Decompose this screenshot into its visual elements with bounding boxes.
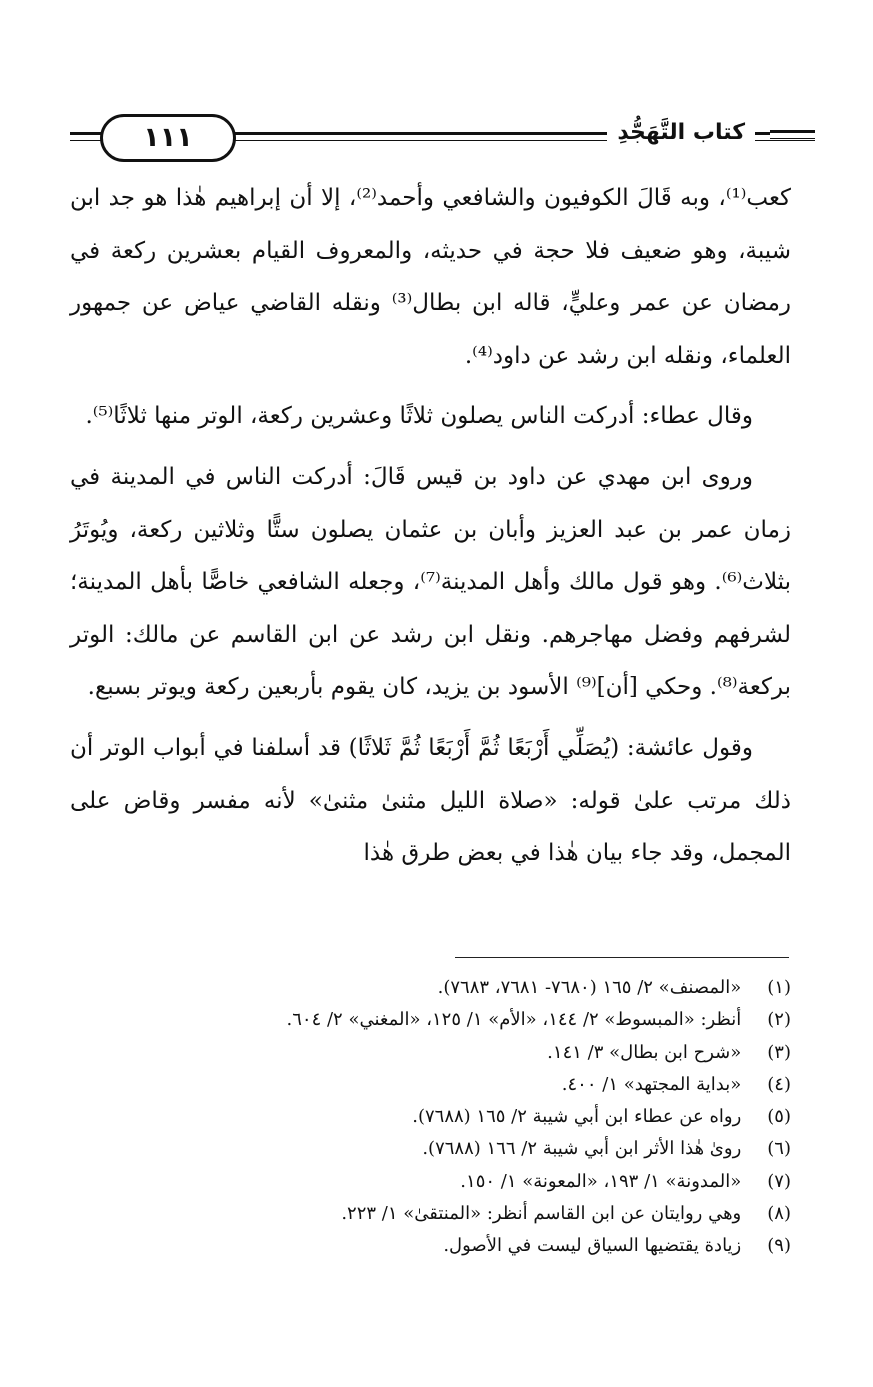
main-text	[70, 172, 791, 888]
footnote	[80, 1037, 791, 1069]
footnote	[80, 1069, 791, 1101]
running-title: كتاب التَّهَجُّدِ	[607, 115, 755, 151]
footnote-text: أنظر: «المبسوط» ٢/ ١٤٤، «الأم» ١/ ١٢٥، «المغني» ٢/ ٦٠٤.	[286, 1009, 742, 1031]
footnote-number: (٥)	[767, 1106, 791, 1128]
header-ornament	[770, 130, 815, 140]
paragraph: وقول عائشة: (يُصَلِّي أَرْبَعًا ثُمَّ أَرْبَعًا ثُمَّ ثَلاثًا) قد أسلفنا في أبواب الوتر أن ذلك مرتب علىٰ قوله: «صلاة الليل مثنىٰ مثنىٰ» لأنه مفسر وقاض على المجمل، وقد جاء بيان هٰذا في بعض طرق هٰذا	[70, 734, 791, 867]
footnote-number: (٣)	[767, 1041, 791, 1063]
footnote	[80, 1230, 791, 1262]
footnote-number: (١)	[767, 977, 791, 998]
footnote-text: رواه عن عطاء ابن أبي شيبة ٢/ ١٦٥ (٧٦٨٨).	[412, 1106, 742, 1128]
footnote-text: «بداية المجتهد» ١/ ٤٠٠.	[561, 1073, 742, 1095]
paragraph: وروى ابن مهدي عن داود بن قيس قَالَ: أدركت الناس في المدينة في زمان عمر بن عبد العزيز وأبان بن عثمان يصلون ستًّا وثلاثين ركعة، ويُوتَرُ بثلاث⁽⁶⁾. وهو قول مالك وأهل المدينة⁽⁷⁾، وجعله الشافعي خاصًّا بأهل المدينة؛ لشرفهم وفضل مهاجرهم. ونقل ابن رشد عن ابن القاسم عن مالك: الوتر بركعة⁽⁸⁾. وحكي [أن]⁽⁹⁾ الأسود بن يزيد، كان يقوم بأربعين ركعة ويوتر بسبع.	[70, 463, 792, 701]
footnote-number: (٨)	[767, 1203, 791, 1225]
footnote	[80, 1166, 791, 1198]
footnote-separator	[455, 957, 789, 958]
footnote-number: (٢)	[767, 1009, 791, 1031]
footnote-number: (٦)	[767, 1138, 791, 1160]
paragraph: وقال عطاء: أدركت الناس يصلون ثلاثًا وعشرين ركعة، الوتر منها ثلاثًا⁽⁵⁾.	[85, 403, 753, 430]
paragraph: كعب⁽¹⁾، وبه قَالَ الكوفيون والشافعي وأحمد⁽²⁾، إلا أن إبراهيم هٰذا هو جد ابن شيبة، وهو ضعيف فلا حجة في حديثه، والمعروف القيام بعشرين ركعة في رمضان عن عمر وعليٍّ، قاله ابن بطال⁽³⁾ ونقله القاضي عياض عن جمهور العلماء، ونقله ابن رشد عن داود⁽⁴⁾.	[70, 185, 791, 369]
footnote-text: روىٰ هٰذا الأثر ابن أبي شيبة ٢/ ١٦٦ (٧٦٨٨).	[422, 1138, 742, 1160]
footnote	[80, 972, 791, 1004]
page-number: ١١١	[100, 114, 236, 162]
page-header	[70, 112, 815, 162]
footnote-text: «المصنف» ٢/ ١٦٥ (٧٦٨٠- ٧٦٨١، ٧٦٨٣).	[437, 977, 742, 998]
footnote-number: (٩)	[767, 1235, 791, 1257]
footnote	[80, 1133, 791, 1165]
footnote	[80, 1198, 791, 1230]
footnote-number: (٤)	[767, 1073, 791, 1095]
footnote-text: «المدونة» ١/ ١٩٣، «المعونة» ١/ ١٥٠.	[460, 1170, 742, 1192]
footnote-number: (٧)	[767, 1170, 791, 1192]
footnote-text: وهي روايتان عن ابن القاسم أنظر: «المنتقىٰ» ١/ ٢٢٣.	[341, 1203, 742, 1225]
footnote	[80, 1004, 791, 1036]
footnote	[80, 1101, 791, 1133]
footnote-text: زيادة يقتضيها السياق ليست في الأصول.	[443, 1235, 742, 1257]
footnote-text: «شرح ابن بطال» ٣/ ١٤١.	[547, 1041, 742, 1063]
footnotes	[80, 972, 791, 1263]
